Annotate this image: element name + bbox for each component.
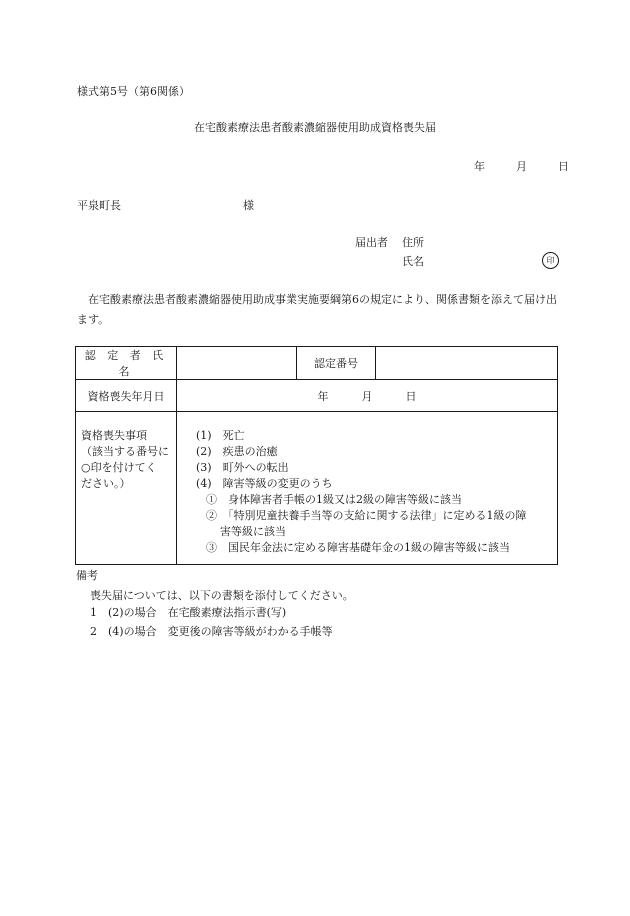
loss-subitem[interactable]: ③ 国民年金法に定める障害基礎年金の1級の障害等級に該当	[206, 541, 510, 554]
loss-subitem[interactable]: ② 「特別児童扶養手当等の支給に関する法律」に定める1級の障	[206, 509, 527, 522]
submission-date	[474, 160, 569, 173]
cert-number-label: 認定番号	[297, 347, 376, 380]
addressee-name: 平泉町長	[77, 199, 121, 212]
form-number: 様式第5号（第6関係）	[77, 85, 190, 98]
application-table	[75, 346, 558, 565]
addressee	[77, 199, 254, 212]
remarks-title: 備考	[76, 569, 98, 582]
loss-items-label-line: （該当する番号に	[81, 445, 169, 458]
loss-date-month: 月	[361, 389, 373, 403]
table-row-items	[76, 412, 558, 565]
intro-paragraph: 在宅酸素療法患者酸素濃縮器使用助成事業実施要綱第6の規定により、関係書類を添えて届け出ます。	[77, 293, 557, 326]
remarks-item: 1 (2)の場合 在宅酸素療法指示書(写)	[90, 606, 287, 619]
loss-items-label-line: ださい。）	[81, 477, 131, 490]
loss-items-list	[177, 412, 558, 565]
date-month-label: 月	[516, 160, 527, 173]
loss-item[interactable]: (1) 死亡	[196, 429, 245, 442]
filer-address-label: 住所	[402, 236, 424, 249]
loss-date-year: 年	[317, 389, 329, 403]
remarks-item: 2 (4)の場合 変更後の障害等級がわかる手帳等	[90, 625, 333, 638]
loss-date-label: 資格喪失年月日	[76, 380, 177, 412]
loss-item[interactable]: (3) 町外への転出	[196, 461, 289, 474]
loss-item[interactable]: (4) 障害等級の変更のうち	[196, 477, 333, 490]
loss-items-label-line: 資格喪失事項	[81, 429, 147, 442]
table-row-name	[76, 347, 558, 380]
loss-date-day: 日	[405, 389, 417, 403]
table-row-date	[76, 380, 558, 412]
certified-name-field[interactable]	[177, 347, 297, 380]
remarks-note: 喪失届については、以下の書類を添付してください。	[90, 589, 354, 602]
loss-items-label	[76, 412, 177, 565]
loss-date-field[interactable]	[177, 380, 558, 412]
cert-number-field[interactable]	[376, 347, 558, 380]
loss-item[interactable]: (2) 疾患の治癒	[196, 445, 278, 458]
date-year-label: 年	[474, 160, 485, 173]
document-title: 在宅酸素療法患者酸素濃縮器使用助成資格喪失届	[194, 121, 436, 134]
filer-name-label: 氏名	[402, 255, 424, 268]
filer-label: 届出者	[355, 236, 388, 249]
loss-subitem-continued: 害等級に該当	[220, 525, 286, 538]
date-day-label: 日	[558, 160, 569, 173]
certified-name-label: 認 定 者 氏 名	[76, 347, 177, 380]
loss-subitem[interactable]: ① 身体障害者手帳の1級又は2級の障害等級に該当	[206, 493, 462, 506]
addressee-honorific: 様	[243, 199, 254, 212]
loss-items-label-line: ○印を付けてく	[81, 461, 157, 474]
seal-mark: 印	[542, 252, 559, 269]
